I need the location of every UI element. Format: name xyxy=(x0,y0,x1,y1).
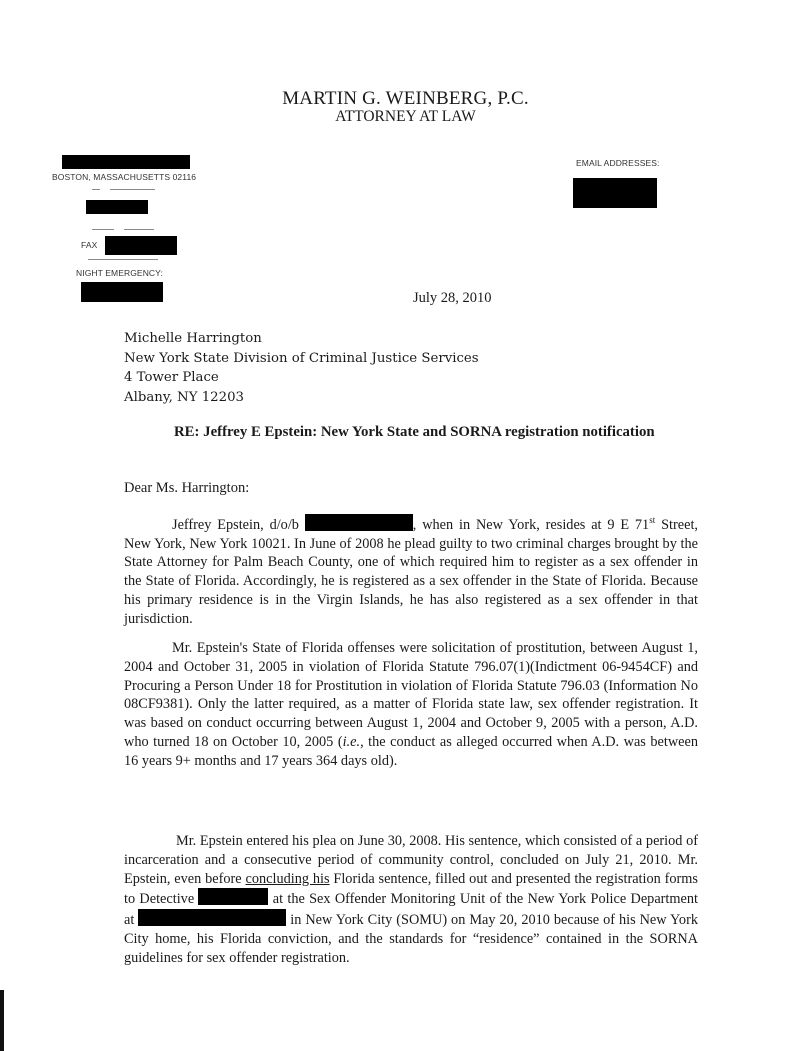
night-emergency-label: NIGHT EMERGENCY: xyxy=(76,268,163,278)
divider xyxy=(92,189,100,190)
subject-line: RE: Jeffrey E Epstein: New York State and SORNA registration notification xyxy=(174,424,655,440)
redacted-phone xyxy=(86,200,148,214)
text-run: Jeffrey Epstein, d/o/b xyxy=(172,516,305,533)
italic-run: i.e. xyxy=(342,733,361,750)
recipient-line: New York State Division of Criminal Justice Services xyxy=(124,350,479,366)
recipient-address xyxy=(124,329,479,407)
divider xyxy=(124,229,154,230)
text-run: Street, New York, New York 10021. In June of 2008 he plead guilty to two criminal charges brought by the State Attorney for Palm Beach County, one of which required him to register as a sex offender in the State of Florida. Accordingly, he is registered as a sex offender in the State of Florida. Because his primary residence is in the Virgin Islands, he has also registered as a sex offender in that jurisdiction. xyxy=(124,516,698,627)
text-run: at the Sex Offender Monitoring Unit of the New York Police Department at xyxy=(124,891,698,929)
superscript: st xyxy=(649,515,656,525)
fax-label: FAX xyxy=(81,240,98,250)
recipient-line: 4 Tower Place xyxy=(124,370,219,385)
divider xyxy=(88,259,158,260)
divider xyxy=(92,229,114,230)
paragraph-2 xyxy=(124,639,698,771)
salutation: Dear Ms. Harrington: xyxy=(124,480,250,496)
firm-name: MARTIN G. WEINBERG, P.C. xyxy=(282,88,529,109)
recipient-line: Albany, NY 12203 xyxy=(124,389,244,405)
text-run: Florida sentence, filled out and presented the registration forms to Detective xyxy=(124,870,698,908)
text-run: , the conduct as alleged occurred when A.D. was between 16 years 9+ months and 17 years 364 days old). xyxy=(124,733,698,769)
divider xyxy=(110,189,155,190)
letter-date: July 28, 2010 xyxy=(413,290,492,306)
redacted-location xyxy=(138,909,286,926)
redacted-dob xyxy=(305,514,413,531)
scan-edge-mark xyxy=(0,990,4,1051)
redacted-email xyxy=(573,178,657,208)
paragraph-3 xyxy=(124,832,698,968)
text-run: Mr. Epstein entered his plea on June 30, 2008. His sentence, which consisted of a period of incarceration and a consecutive period of community control, concluded on July 21, 2010. Mr. Epstein, even before xyxy=(124,833,698,887)
text-run: , when in New York, resides at 9 E 71 xyxy=(412,516,650,533)
paragraph-1 xyxy=(124,511,698,629)
redacted-street-address xyxy=(62,155,190,169)
redacted-fax xyxy=(105,236,177,255)
recipient-line: Michelle Harrington xyxy=(124,331,262,346)
underlined-run: concluding his xyxy=(245,870,330,887)
text-run: in New York City (SOMU) on May 20, 2010 because of his New York City home, his Florida conviction, and the standards for “residence” contained in the SORNA guidelines for sex offender registration. xyxy=(124,912,698,966)
city-line: BOSTON, MASSACHUSETTS 02116 xyxy=(52,172,197,182)
redacted-emergency-number xyxy=(81,282,163,302)
text-run: Mr. Epstein's State of Florida offenses were solicitation of prostitution, between August 1, 2004 and October 31, 2005 in violation of Florida Statute 796.07(1)(Indictment 06-9454CF) and Procuring a Person Under 18 for Prostitution in violation of Florida Statute 796.03 (Information No 08CF9381). Only the latter required, as a matter of Florida state law, sex offender registration. It was based on conduct occurring between August 1, 2004 and October 9, 2005 with a person, A.D. who turned 18 on October 10, 2005 ( xyxy=(124,640,698,750)
email-label: EMAIL ADDRESSES: xyxy=(576,158,660,168)
redacted-detective-name xyxy=(198,888,268,905)
firm-subtitle: ATTORNEY AT LAW xyxy=(335,108,476,125)
